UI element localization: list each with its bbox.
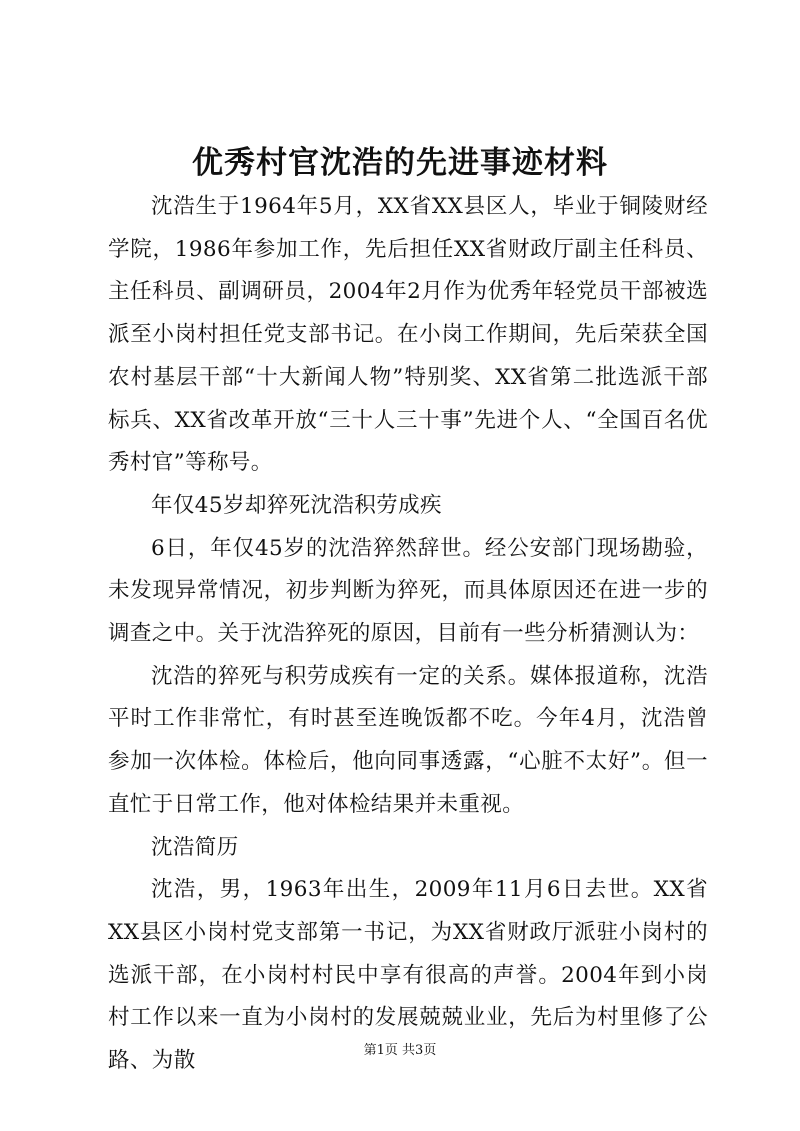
document-title: 优秀村官沈浩的先进事迹材料 (192, 145, 608, 181)
paragraph-resume: 沈浩，男，1963年出生，2009年11月6日去世。XX省XX县区小岗村党支部第一书记，为XX省财政厅派驻小岗村的选派干部，在小岗村村民中享有很高的声誉。2004年到小岗村工作以来一直为小岗村的发展兢兢业业，先后为村里修了公路、为散 (108, 877, 708, 1074)
page-number-footer: 第1页 共3页 (363, 1043, 437, 1058)
paragraph-overwork: 沈浩的猝死与积劳成疾有一定的关系。媒体报道称，沈浩平时工作非常忙，有时甚至连晚饭都不吃。今年4月，沈浩曾参加一次体检。体检后，他向同事透露，“心脏不太好”。但一直忙于日常工作，他对体检结果并未重视。 (108, 663, 708, 817)
paragraph-subheading-resume: 沈浩简历 (151, 834, 239, 860)
paragraph-subheading-death: 年仅45岁却猝死沈浩积劳成疾 (151, 492, 442, 518)
document-body (108, 186, 708, 1083)
paragraph-biography-intro: 沈浩生于1964年5月，XX省XX县区人，毕业于铜陵财经学院，1986年参加工作，先后担任XX省财政厅副主任科员、主任科员、副调研员，2004年2月作为优秀年轻党员干部被选派至小岗村担任党支部书记。在小岗工作期间，先后荣获全国农村基层干部“十大新闻人物”特别奖、XX省第二批选派干部标兵、XX省改革开放“三十人三十事”先进个人、“全国百名优秀村官”等称号。 (108, 194, 708, 476)
paragraph-death-report: 6日，年仅45岁的沈浩猝然辞世。经公安部门现场勘验，未发现异常情况，初步判断为猝死，而具体原因还在进一步的调查之中。关于沈浩猝死的原因，目前有一些分析猜测认为： (108, 535, 708, 647)
